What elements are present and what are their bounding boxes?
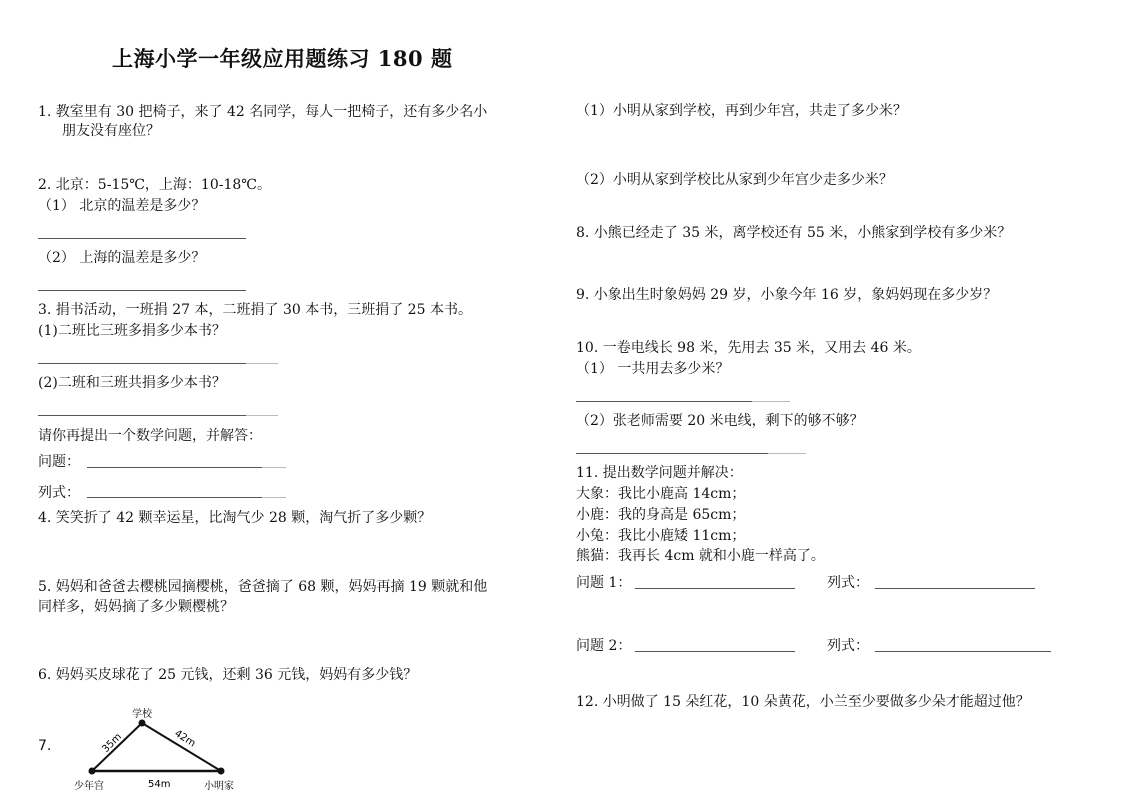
label-youth-palace: 少年宫: [74, 781, 104, 792]
q1-line1: 1. 教室里有 30 把椅子，来了 42 名同学，每人一把椅子，还有多少名小: [38, 104, 488, 120]
q11-stem: 11. 提出数学问题并解决：: [576, 465, 743, 481]
q2-sub1: （1） 北京的温差是多少？: [38, 198, 206, 214]
q10-answer-line-2-ext: [768, 453, 806, 454]
label-school: 学校: [132, 709, 152, 720]
q3-formula-line-ext: [262, 497, 286, 498]
q11-question1-line[interactable]: [635, 588, 795, 589]
q3-answer-line-2[interactable]: [38, 415, 246, 416]
q10-sub2: （2）张老师需要 20 米电线，剩下的够不够？: [576, 413, 864, 429]
question-9: 9. 小象出生时象妈妈 29 岁，小象今年 16 岁，象妈妈现在多少岁？: [576, 287, 998, 303]
q3-question-line-ext: [262, 467, 286, 468]
q11-formula2-line[interactable]: [875, 651, 1051, 652]
question-4: 4. 笑笑折了 42 颗幸运星，比淘气少 28 颗，淘气折了多少颗？: [38, 510, 432, 526]
q5-line2: 同样多，妈妈摘了多少颗樱桃？: [38, 599, 234, 615]
q11-deer: 小鹿：我的身高是 65cm；: [576, 507, 746, 523]
q7-number: 7.: [38, 738, 52, 754]
question-6: 6. 妈妈买皮球花了 25 元钱，还剩 36 元钱，妈妈有多少钱？: [38, 667, 418, 683]
q3-question-line[interactable]: [87, 467, 262, 468]
q3-formula-line[interactable]: [87, 497, 262, 498]
q11-question2-line[interactable]: [635, 651, 795, 652]
q3-answer-line-1[interactable]: [38, 363, 246, 364]
q11-formula1-line[interactable]: [875, 588, 1035, 589]
youth-palace-point-icon: [89, 768, 96, 775]
q2-answer-line-2[interactable]: [38, 290, 246, 291]
q5-line1: 5. 妈妈和爸爸去樱桃园摘樱桃，爸爸摘了 68 颗，妈妈再摘 19 颗就和他: [38, 579, 488, 595]
q10-sub1: （1） 一共用去多少米？: [576, 361, 730, 377]
q11-formula2-label: 列式：: [827, 638, 869, 654]
q10-answer-line-1[interactable]: [576, 401, 752, 402]
home-point-icon: [218, 768, 225, 775]
question-8: 8. 小熊已经走了 35 米，离学校还有 55 米，小熊家到学校有多少米？: [576, 225, 1012, 241]
question-12: 12. 小明做了 15 朵红花，10 朵黄花，小兰至少要做多少朵才能超过他？: [576, 694, 1030, 710]
q7-sub2: （2）小明从家到学校比从家到少年宫少走多少米？: [576, 172, 893, 188]
label-edge-palace-home: 54m: [148, 779, 171, 790]
q10-stem: 10. 一卷电线长 98 米，先用去 35 米，又用去 46 米。: [576, 340, 921, 356]
q3-formula-label: 列式：: [38, 485, 80, 501]
school-point-icon: [139, 720, 146, 727]
q11-elephant: 大象：我比小鹿高 14cm；: [576, 486, 746, 502]
q11-panda: 熊猫：我再长 4cm 就和小鹿一样高了。: [576, 548, 825, 564]
q11-question2-label: 问题 2：: [576, 638, 632, 654]
q2-sub2: （2） 上海的温差是多少？: [38, 250, 206, 266]
q3-sub2: (2)二班和三班共捐多少本书？: [38, 375, 226, 391]
q3-answer-line-1-ext: [246, 363, 278, 364]
q11-question1-label: 问题 1：: [576, 575, 632, 591]
label-home: 小明家: [204, 781, 234, 792]
page-title: 上海小学一年级应用题练习 180 题: [112, 46, 453, 71]
label-edge-palace-school: 35m: [100, 731, 125, 756]
q11-rabbit: 小兔：我比小鹿矮 11cm；: [576, 528, 746, 544]
q3-sub1: (1)二班比三班多捐多少本书？: [38, 323, 226, 339]
q10-answer-line-1-ext: [752, 401, 790, 402]
q7-sub1: （1）小明从家到学校，再到少年宫，共走了多少米？: [576, 103, 907, 119]
route-triangle-diagram: [70, 705, 250, 793]
q1-line2: 朋友没有座位？: [62, 123, 160, 139]
q3-stem: 3. 捐书活动，一班捐 27 本，二班捐了 30 本书，三班捐了 25 本书。: [38, 302, 472, 318]
q3-prompt: 请你再提出一个数学问题，并解答：: [38, 428, 262, 444]
q10-answer-line-2[interactable]: [576, 453, 768, 454]
q11-formula1-label: 列式：: [827, 575, 869, 591]
label-edge-school-home: 42m: [172, 728, 198, 750]
q2-stem: 2. 北京：5-15℃，上海：10-18℃。: [38, 177, 271, 193]
q3-answer-line-2-ext: [246, 415, 278, 416]
q2-answer-line-1[interactable]: [38, 238, 246, 239]
q3-question-label: 问题：: [38, 454, 80, 470]
